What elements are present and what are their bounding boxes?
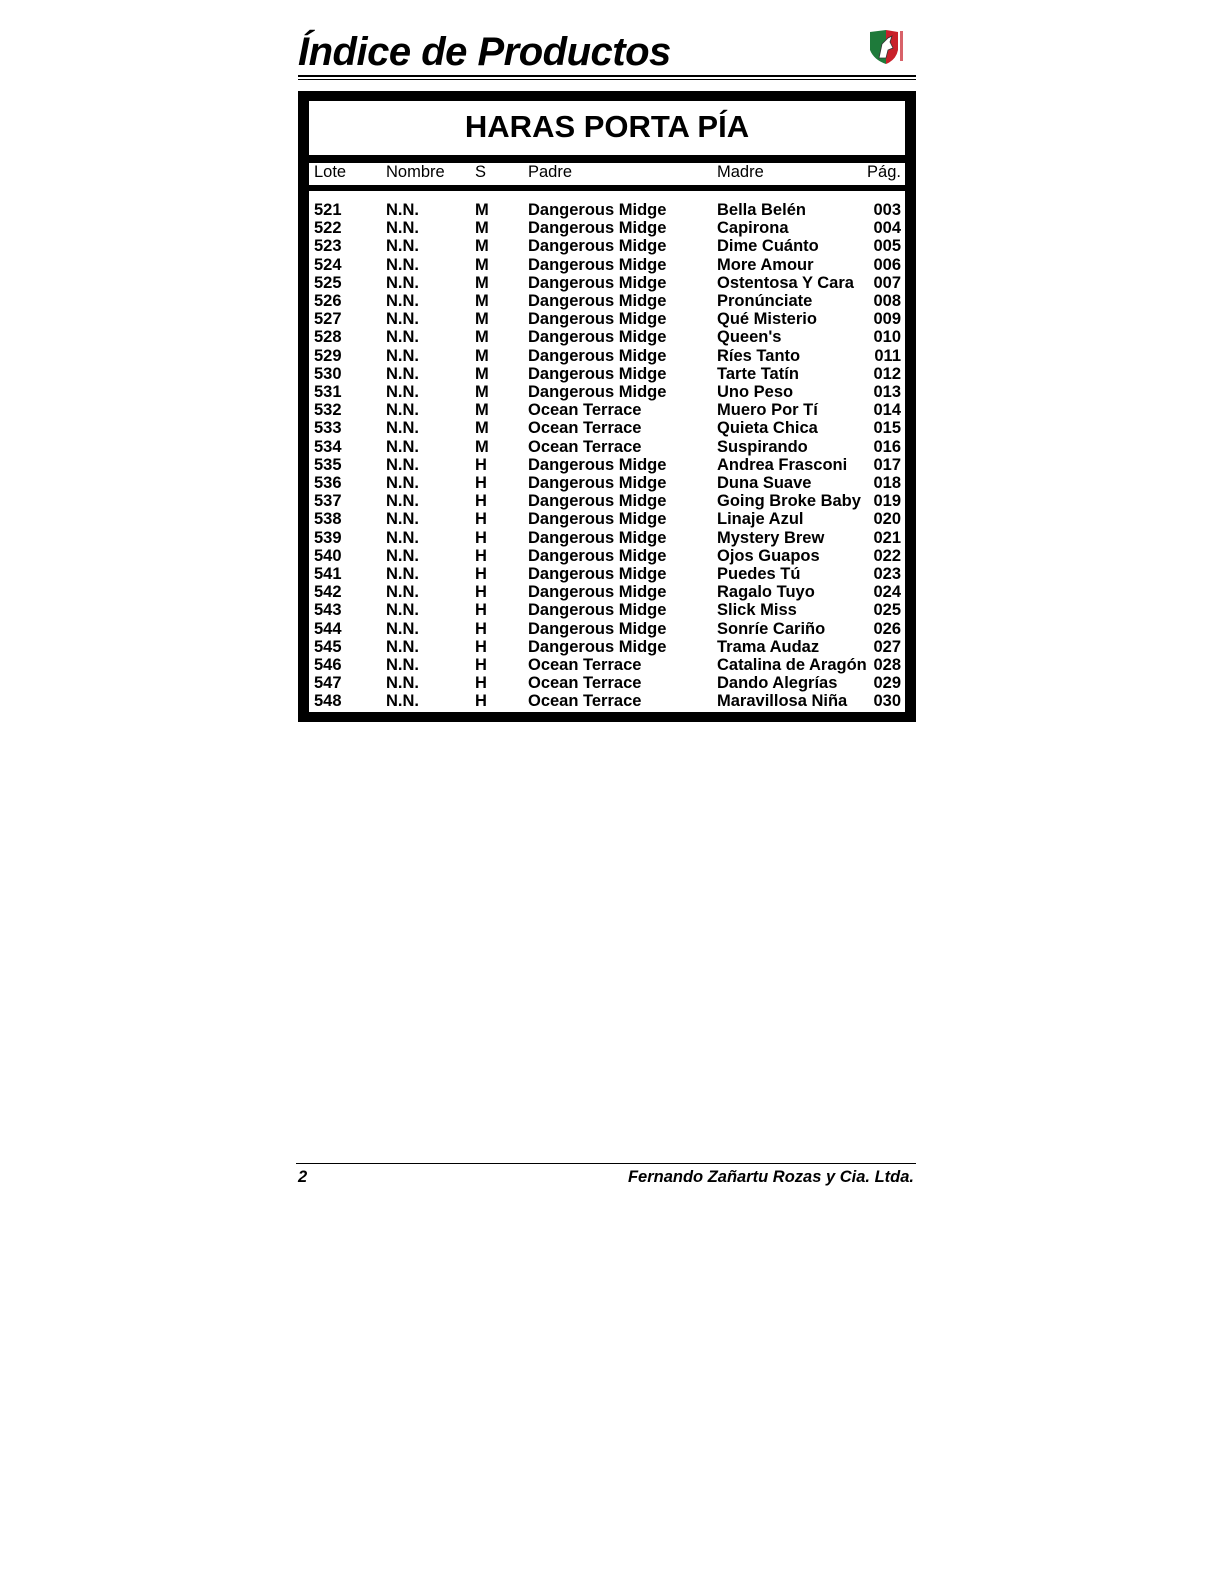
cell-sexo: H — [475, 455, 487, 474]
table-body — [309, 163, 905, 712]
product-index-table — [298, 91, 916, 722]
cell-madre: Pronúnciate — [717, 292, 813, 310]
cell-madre: Linaje Azul — [717, 510, 804, 529]
cell-lote: 531 — [314, 383, 342, 401]
cell-lote: 523 — [314, 237, 342, 256]
cell-sexo: H — [475, 528, 487, 547]
company-name: Fernando Zañartu Rozas y Cia. Ltda. — [627, 1168, 914, 1186]
cell-madre: Puedes Tú — [717, 565, 801, 583]
cell-pagina: 025 — [873, 601, 901, 620]
cell-padre: Dangerous Midge — [528, 619, 667, 638]
cell-lote: 524 — [314, 255, 342, 274]
cell-pagina: 019 — [873, 492, 901, 511]
header-separator — [309, 185, 905, 191]
cell-sexo: H — [475, 474, 487, 492]
cell-lote: 532 — [314, 401, 342, 420]
cell-pagina: 015 — [873, 419, 901, 438]
cell-lote: 526 — [314, 292, 342, 310]
cell-padre: Dangerous Midge — [528, 565, 667, 583]
cell-madre: Ojos Guapos — [717, 546, 820, 565]
table-row — [309, 383, 905, 401]
cell-padre: Dangerous Midge — [528, 255, 667, 274]
cell-nombre: N.N. — [386, 419, 419, 438]
header-rule-thin — [298, 79, 916, 80]
cell-padre: Ocean Terrace — [528, 674, 642, 693]
cell-madre: Dando Alegrías — [717, 674, 838, 693]
cell-madre: Qué Misterio — [717, 310, 817, 329]
table-row — [309, 219, 905, 237]
cell-padre: Dangerous Midge — [528, 364, 667, 383]
cell-madre: Ríes Tanto — [717, 346, 801, 365]
cell-nombre: N.N. — [386, 219, 419, 238]
cell-pagina: 016 — [873, 437, 901, 456]
cell-sexo: M — [475, 419, 489, 438]
cell-padre: Ocean Terrace — [528, 419, 642, 438]
cell-lote: 542 — [314, 583, 342, 602]
cell-madre: Ostentosa Y Cara — [717, 273, 854, 292]
cell-nombre: N.N. — [386, 364, 419, 383]
cell-padre: Dangerous Midge — [528, 510, 667, 529]
cell-pagina: 008 — [873, 292, 901, 310]
table-row — [309, 565, 905, 583]
cell-pagina: 006 — [873, 255, 901, 274]
table-row — [309, 237, 905, 255]
section-title-box — [309, 101, 905, 155]
cell-lote: 547 — [314, 674, 342, 693]
cell-padre: Dangerous Midge — [528, 310, 667, 329]
cell-padre: Ocean Terrace — [528, 401, 642, 420]
cell-lote: 548 — [314, 692, 342, 711]
table-row — [309, 638, 905, 656]
column-header-nombre: Nombre — [386, 163, 445, 181]
cell-pagina: 013 — [873, 383, 901, 401]
cell-padre: Dangerous Midge — [528, 546, 667, 565]
cell-lote: 546 — [314, 656, 342, 674]
cell-lote: 538 — [314, 510, 342, 529]
cell-sexo: M — [475, 201, 489, 219]
cell-padre: Dangerous Midge — [528, 201, 667, 219]
cell-pagina: 020 — [873, 510, 901, 529]
table-row — [309, 347, 905, 365]
cell-sexo: M — [475, 219, 489, 238]
cell-sexo: M — [475, 292, 489, 310]
table-row — [309, 328, 905, 346]
cell-pagina: 010 — [873, 328, 901, 347]
cell-nombre: N.N. — [386, 292, 419, 310]
cell-sexo: M — [475, 273, 489, 292]
cell-nombre: N.N. — [386, 692, 419, 711]
cell-sexo: H — [475, 510, 487, 529]
table-row — [309, 401, 905, 419]
cell-padre: Dangerous Midge — [528, 528, 667, 547]
cell-sexo: M — [475, 328, 489, 347]
cell-sexo: H — [475, 601, 487, 620]
table-row — [309, 583, 905, 601]
table-header — [309, 163, 905, 181]
column-header-pagina: Pág. — [867, 163, 901, 181]
cell-nombre: N.N. — [386, 310, 419, 329]
cell-madre: Catalina de Aragón — [717, 656, 867, 674]
cell-pagina: 004 — [873, 219, 901, 238]
cell-pagina: 027 — [873, 637, 901, 656]
cell-sexo: M — [475, 437, 489, 456]
column-header-lote: Lote — [314, 163, 347, 181]
cell-lote: 530 — [314, 364, 342, 383]
cell-madre: Tarte Tatín — [717, 364, 799, 383]
table-row — [309, 620, 905, 638]
cell-padre: Dangerous Midge — [528, 601, 667, 620]
cell-lote: 525 — [314, 273, 342, 292]
cell-nombre: N.N. — [386, 674, 419, 693]
cell-padre: Dangerous Midge — [528, 346, 667, 365]
cell-nombre: N.N. — [386, 492, 419, 511]
page-number: 2 — [298, 1168, 308, 1186]
cell-lote: 540 — [314, 546, 342, 565]
cell-sexo: H — [475, 546, 487, 565]
cell-nombre: N.N. — [386, 383, 419, 401]
cell-lote: 543 — [314, 601, 342, 620]
cell-lote: 529 — [314, 346, 342, 365]
table-row — [309, 274, 905, 292]
cell-lote: 541 — [314, 565, 342, 583]
cell-madre: Uno Peso — [717, 383, 794, 401]
cell-lote: 527 — [314, 310, 342, 329]
section-title: HARAS PORTA PÍA — [464, 109, 750, 144]
cell-padre: Dangerous Midge — [528, 219, 667, 238]
cell-sexo: H — [475, 583, 487, 602]
cell-sexo: H — [475, 692, 487, 711]
cell-padre: Dangerous Midge — [528, 492, 667, 511]
cell-pagina: 030 — [873, 692, 901, 711]
cell-sexo: H — [475, 674, 487, 693]
cell-sexo: H — [475, 565, 487, 583]
cell-pagina: 005 — [873, 237, 901, 256]
cell-nombre: N.N. — [386, 510, 419, 529]
cell-sexo: H — [475, 656, 487, 674]
cell-pagina: 017 — [873, 455, 901, 474]
cell-padre: Dangerous Midge — [528, 455, 667, 474]
cell-madre: Bella Belén — [717, 201, 806, 219]
cell-madre: Suspirando — [717, 437, 808, 456]
cell-pagina: 018 — [873, 474, 901, 492]
cell-nombre: N.N. — [386, 656, 419, 674]
cell-nombre: N.N. — [386, 437, 419, 456]
table-row — [309, 656, 905, 674]
header-rule — [298, 75, 916, 77]
column-header-sexo: S — [475, 163, 487, 181]
table-row — [309, 292, 905, 310]
table-row — [309, 438, 905, 456]
cell-padre: Dangerous Midge — [528, 328, 667, 347]
cell-nombre: N.N. — [386, 583, 419, 602]
table-row — [309, 365, 905, 383]
cell-sexo: H — [475, 492, 487, 511]
cell-nombre: N.N. — [386, 565, 419, 583]
horse-shield-logo-icon — [866, 28, 906, 68]
cell-sexo: M — [475, 383, 489, 401]
cell-madre: Quieta Chica — [717, 419, 818, 438]
page-title: Índice de Productos — [298, 30, 671, 74]
cell-madre: Mystery Brew — [717, 528, 825, 547]
cell-madre: Dime Cuánto — [717, 237, 819, 256]
table-row — [309, 456, 905, 474]
cell-madre: Queen's — [717, 328, 782, 347]
cell-madre: Capirona — [717, 219, 789, 238]
cell-nombre: N.N. — [386, 601, 419, 620]
cell-madre: Andrea Frasconi — [717, 455, 848, 474]
cell-lote: 528 — [314, 328, 342, 347]
table-row — [309, 547, 905, 565]
footer-rule — [296, 1163, 916, 1164]
cell-pagina: 028 — [873, 656, 901, 674]
table-row — [309, 492, 905, 510]
cell-sexo: M — [475, 255, 489, 274]
cell-padre: Ocean Terrace — [528, 656, 642, 674]
cell-sexo: M — [475, 346, 489, 365]
cell-padre: Dangerous Midge — [528, 474, 667, 492]
cell-nombre: N.N. — [386, 474, 419, 492]
table-row — [309, 692, 905, 710]
cell-pagina: 014 — [873, 401, 901, 420]
cell-madre: Slick Miss — [717, 601, 797, 620]
cell-madre: Going Broke Baby — [717, 492, 861, 511]
cell-nombre: N.N. — [386, 619, 419, 638]
cell-nombre: N.N. — [386, 328, 419, 347]
table-row — [309, 310, 905, 328]
cell-lote: 545 — [314, 637, 342, 656]
cell-madre: Muero Por Tí — [717, 401, 818, 420]
cell-pagina: 003 — [873, 201, 901, 219]
cell-nombre: N.N. — [386, 237, 419, 256]
cell-padre: Dangerous Midge — [528, 583, 667, 602]
cell-pagina: 021 — [873, 528, 901, 547]
cell-sexo: M — [475, 364, 489, 383]
cell-pagina: 011 — [874, 346, 901, 365]
cell-nombre: N.N. — [386, 255, 419, 274]
cell-madre: More Amour — [717, 255, 814, 274]
cell-madre: Trama Audaz — [717, 637, 820, 656]
cell-pagina: 026 — [873, 619, 901, 638]
cell-lote: 537 — [314, 492, 342, 511]
cell-padre: Dangerous Midge — [528, 637, 667, 656]
cell-madre: Duna Suave — [717, 474, 812, 492]
table-row — [309, 601, 905, 619]
cell-nombre: N.N. — [386, 637, 419, 656]
cell-sexo: H — [475, 619, 487, 638]
table-row — [309, 419, 905, 437]
cell-padre: Ocean Terrace — [528, 437, 642, 456]
cell-lote: 521 — [314, 201, 342, 219]
table-row — [309, 510, 905, 528]
cell-lote: 522 — [314, 219, 342, 238]
cell-pagina: 023 — [873, 565, 901, 583]
cell-nombre: N.N. — [386, 528, 419, 547]
table-row — [309, 529, 905, 547]
cell-nombre: N.N. — [386, 201, 419, 219]
cell-lote: 536 — [314, 474, 342, 492]
cell-pagina: 012 — [873, 364, 901, 383]
cell-madre: Maravillosa Niña — [717, 692, 848, 711]
column-header-padre: Padre — [528, 163, 573, 181]
cell-nombre: N.N. — [386, 455, 419, 474]
cell-sexo: M — [475, 237, 489, 256]
table-row — [309, 474, 905, 492]
cell-padre: Dangerous Midge — [528, 273, 667, 292]
column-header-madre: Madre — [717, 163, 764, 181]
table-row — [309, 256, 905, 274]
cell-sexo: M — [475, 310, 489, 329]
table-row — [309, 201, 905, 219]
cell-lote: 535 — [314, 455, 342, 474]
table-row — [309, 674, 905, 692]
cell-nombre: N.N. — [386, 273, 419, 292]
cell-nombre: N.N. — [386, 401, 419, 420]
cell-pagina: 024 — [873, 583, 901, 602]
cell-sexo: H — [475, 637, 487, 656]
cell-madre: Ragalo Tuyo — [717, 583, 815, 602]
cell-padre: Dangerous Midge — [528, 237, 667, 256]
cell-nombre: N.N. — [386, 546, 419, 565]
cell-pagina: 007 — [873, 273, 901, 292]
cell-padre: Ocean Terrace — [528, 692, 642, 711]
cell-lote: 539 — [314, 528, 342, 547]
cell-padre: Dangerous Midge — [528, 292, 667, 310]
cell-lote: 534 — [314, 437, 342, 456]
cell-pagina: 029 — [873, 674, 901, 693]
cell-padre: Dangerous Midge — [528, 383, 667, 401]
cell-lote: 533 — [314, 419, 342, 438]
cell-madre: Sonríe Cariño — [717, 619, 826, 638]
cell-lote: 544 — [314, 619, 342, 638]
cell-pagina: 022 — [873, 546, 901, 565]
cell-nombre: N.N. — [386, 346, 419, 365]
cell-sexo: M — [475, 401, 489, 420]
cell-pagina: 009 — [873, 310, 901, 329]
